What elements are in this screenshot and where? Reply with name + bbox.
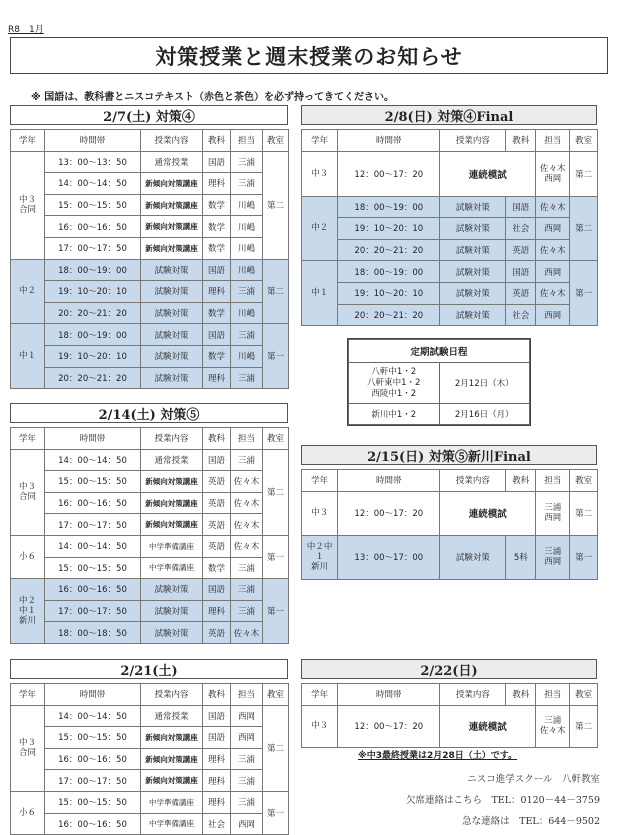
schedule-row	[11, 705, 289, 727]
grade-cell: 中３ 合同	[11, 705, 45, 791]
time-slot: 17：00～17：50	[45, 514, 141, 536]
schedule-row	[11, 622, 289, 644]
schedule-date-heading: 2/14(土) 対策⑤	[10, 403, 288, 423]
column-header: 授業内容	[141, 130, 203, 152]
subject: 5科	[506, 535, 536, 579]
teacher: 三浦	[231, 324, 263, 346]
teacher: 佐々木 西岡	[536, 151, 570, 196]
schedule-row	[11, 216, 289, 238]
subject: 国語	[203, 151, 231, 173]
schedule-row	[302, 151, 598, 196]
schedule-row	[11, 813, 289, 835]
subject: 理科	[203, 367, 231, 389]
column-header: 教科	[203, 684, 231, 706]
column-header: 教室	[263, 130, 289, 152]
teacher: 川嶋	[231, 194, 263, 216]
schedule-row	[11, 367, 289, 389]
column-header: 学年	[302, 130, 338, 152]
column-header: 時間帯	[45, 130, 141, 152]
subject: 国語	[203, 705, 231, 727]
subject: 英語	[203, 492, 231, 514]
subject: 理科	[203, 600, 231, 622]
column-header: 教室	[570, 130, 598, 152]
column-header: 学年	[11, 130, 45, 152]
time-slot: 14：00～14：50	[45, 705, 141, 727]
subject: 国語	[203, 449, 231, 471]
lesson-content: 連続模試	[440, 151, 536, 196]
teacher: 三浦	[231, 281, 263, 303]
lesson-content: 新傾向対策講座	[141, 194, 203, 216]
lesson-content: 試験対策	[440, 196, 506, 218]
lesson-content: 試験対策	[440, 304, 506, 326]
time-slot: 18：00～19：00	[338, 196, 440, 218]
lesson-content: 中学準備講座	[141, 535, 203, 557]
subject: 理科	[203, 173, 231, 195]
subject: 数学	[203, 557, 231, 579]
column-header: 担当	[231, 684, 263, 706]
time-slot: 17：00～17：50	[45, 600, 141, 622]
teacher: 川嶋	[231, 345, 263, 367]
classroom: 第一	[263, 579, 289, 644]
subject: 英語	[203, 471, 231, 493]
lesson-content: 試験対策	[141, 367, 203, 389]
lesson-content: 試験対策	[440, 535, 506, 579]
schedule-row	[302, 218, 598, 240]
time-slot: 13：00～17：00	[338, 535, 440, 579]
lesson-content: 新傾向対策講座	[141, 173, 203, 195]
schedule-row	[302, 491, 598, 535]
teacher: 佐々木	[231, 492, 263, 514]
column-header: 時間帯	[338, 130, 440, 152]
subject: 数学	[203, 302, 231, 324]
time-slot: 15：00～15：50	[45, 791, 141, 813]
subject: 英語	[203, 535, 231, 557]
teacher: 三浦	[231, 173, 263, 195]
schedule-row	[11, 302, 289, 324]
column-header: 授業内容	[440, 470, 506, 492]
column-header: 教室	[263, 428, 289, 450]
lesson-content: 試験対策	[141, 622, 203, 644]
teacher: 佐々木	[536, 239, 570, 261]
lesson-content: 新傾向対策講座	[141, 492, 203, 514]
exam-schedule-box	[347, 338, 531, 426]
column-header: 担当	[231, 428, 263, 450]
schedule-feb7	[10, 105, 288, 384]
teacher: 佐々木	[231, 622, 263, 644]
schedule-date-heading: 2/7(土) 対策④	[10, 105, 288, 125]
teacher: 三浦	[231, 791, 263, 813]
teacher: 佐々木	[231, 471, 263, 493]
schedule-row	[302, 535, 598, 579]
time-slot: 14：00～14：50	[45, 449, 141, 471]
teacher: 三浦 西岡	[536, 491, 570, 535]
subject: 社会	[506, 304, 536, 326]
teacher: 西岡	[231, 705, 263, 727]
classroom: 第一	[263, 535, 289, 578]
lesson-content: 新傾向対策講座	[141, 216, 203, 238]
subject: 国語	[506, 261, 536, 283]
lesson-content: 試験対策	[141, 324, 203, 346]
time-slot: 20：20～21：20	[45, 302, 141, 324]
time-slot: 20：20～21：20	[338, 239, 440, 261]
teacher: 三浦	[231, 367, 263, 389]
subject: 英語	[203, 622, 231, 644]
schedule-row	[11, 579, 289, 601]
schedule-date-heading: 2/22(日)	[301, 659, 597, 679]
grade-cell: 小６	[11, 535, 45, 578]
column-header: 授業内容	[141, 428, 203, 450]
time-slot: 16：00～16：50	[45, 813, 141, 835]
time-slot: 16：00～16：50	[45, 579, 141, 601]
subject: 理科	[203, 281, 231, 303]
column-header: 学年	[302, 470, 338, 492]
subject: 英語	[506, 239, 536, 261]
schedule-row	[11, 770, 289, 792]
time-slot: 19：10～20：10	[338, 218, 440, 240]
teacher: 三浦 佐々木	[536, 705, 570, 747]
classroom: 第一	[263, 324, 289, 389]
grade-cell: 中２中 １ 新川	[302, 535, 338, 579]
time-slot: 12：00～17：20	[338, 705, 440, 747]
schedule-row	[302, 239, 598, 261]
column-header: 授業内容	[440, 684, 506, 706]
classroom: 第二	[263, 705, 289, 791]
schedule-row	[11, 727, 289, 749]
teacher: 三浦 西岡	[536, 535, 570, 579]
classroom: 第二	[570, 151, 598, 196]
teacher: 川嶋	[231, 302, 263, 324]
grade-cell: 中３ 合同	[11, 449, 45, 535]
teacher: 西岡	[231, 727, 263, 749]
time-slot: 20：20～21：20	[338, 304, 440, 326]
teacher: 西岡	[536, 218, 570, 240]
teacher: 西岡	[536, 261, 570, 283]
column-header: 教室	[263, 684, 289, 706]
time-slot: 17：00～17：50	[45, 770, 141, 792]
schedule-row	[11, 194, 289, 216]
schedule-row	[11, 281, 289, 303]
time-slot: 17：00～17：50	[45, 237, 141, 259]
schedule-row	[11, 471, 289, 493]
column-header: 担当	[536, 130, 570, 152]
teacher: 三浦	[231, 579, 263, 601]
column-header: 学年	[11, 684, 45, 706]
classroom: 第二	[570, 196, 598, 261]
grade-cell: 中３	[302, 151, 338, 196]
time-slot: 16：00～16：50	[45, 492, 141, 514]
lesson-content: 通常授業	[141, 449, 203, 471]
classroom: 第二	[263, 449, 289, 535]
schedule-row	[11, 600, 289, 622]
schedule-row	[302, 261, 598, 283]
subject: 国語	[203, 259, 231, 281]
time-slot: 15：00～15：50	[45, 194, 141, 216]
lesson-content: 試験対策	[141, 281, 203, 303]
lesson-content: 試験対策	[141, 579, 203, 601]
column-header: 教室	[570, 684, 598, 706]
lesson-content: 中学準備講座	[141, 813, 203, 835]
teacher: 川嶋	[231, 216, 263, 238]
exam-schools: 八軒中1・2 八軒東中1・2 西陵中1・2	[349, 363, 440, 404]
time-slot: 12：00～17：20	[338, 151, 440, 196]
column-header: 教科	[506, 470, 536, 492]
exam-date: 2月12日（木）	[439, 363, 530, 404]
lesson-content: 新傾向対策講座	[141, 727, 203, 749]
subject: 数学	[203, 345, 231, 367]
time-slot: 19：10～20：10	[45, 281, 141, 303]
lesson-content: 試験対策	[141, 345, 203, 367]
column-header: 教科	[203, 130, 231, 152]
schedule-row	[11, 535, 289, 557]
subject: 数学	[203, 237, 231, 259]
lesson-content: 新傾向対策講座	[141, 514, 203, 536]
teacher: 三浦	[231, 600, 263, 622]
time-slot: 14：00～14：50	[45, 535, 141, 557]
schedule-row	[11, 449, 289, 471]
subject: 理科	[203, 791, 231, 813]
schedule-feb21	[10, 659, 288, 830]
subject: 国語	[506, 196, 536, 218]
column-header: 担当	[536, 684, 570, 706]
schedule-row	[302, 304, 598, 326]
time-slot: 18：00～18：50	[45, 622, 141, 644]
time-slot: 15：00～15：50	[45, 471, 141, 493]
lesson-content: 新傾向対策講座	[141, 237, 203, 259]
column-header: 時間帯	[338, 684, 440, 706]
schedule-row	[11, 345, 289, 367]
grade-cell: 小６	[11, 791, 45, 834]
lesson-content: 試験対策	[141, 302, 203, 324]
schedule-date-heading: 2/21(土)	[10, 659, 288, 679]
grade-cell: 中１	[302, 261, 338, 326]
teacher: 佐々木	[536, 282, 570, 304]
time-slot: 19：10～20：10	[45, 345, 141, 367]
grade-cell: 中３	[302, 705, 338, 747]
teacher: 西岡	[231, 813, 263, 835]
classroom: 第一	[570, 535, 598, 579]
schedule-feb14	[10, 403, 288, 639]
lesson-content: 通常授業	[141, 151, 203, 173]
document-code: R8 1月	[8, 25, 44, 35]
grade-cell: 中１	[11, 324, 45, 389]
classroom: 第二	[570, 705, 598, 747]
schedule-row	[302, 282, 598, 304]
teacher: 三浦	[231, 557, 263, 579]
column-header: 教科	[506, 130, 536, 152]
subject: 社会	[506, 218, 536, 240]
time-slot: 15：00～15：50	[45, 557, 141, 579]
schedule-row	[11, 492, 289, 514]
teacher: 西岡	[536, 304, 570, 326]
time-slot: 16：00～16：50	[45, 216, 141, 238]
time-slot: 15：00～15：50	[45, 727, 141, 749]
lesson-content: 連続模試	[440, 705, 536, 747]
time-slot: 14：00～14：50	[45, 173, 141, 195]
subject: 国語	[203, 324, 231, 346]
subject: 英語	[203, 514, 231, 536]
teacher: 三浦	[231, 449, 263, 471]
teacher: 三浦	[231, 151, 263, 173]
grade-cell: 中３ 合同	[11, 151, 45, 259]
grade-cell: 中３	[302, 491, 338, 535]
classroom: 第二	[570, 491, 598, 535]
schedule-row	[11, 791, 289, 813]
lesson-content: 試験対策	[440, 282, 506, 304]
absence-contact: 欠席連絡はこちら TEL：0120－44－3759	[405, 795, 600, 806]
lesson-content: 試験対策	[141, 259, 203, 281]
column-header: 時間帯	[45, 428, 141, 450]
schedule-date-heading: 2/15(日) 対策⑤新川Final	[301, 445, 597, 465]
schedule-feb15	[301, 445, 597, 573]
teacher: 三浦	[231, 770, 263, 792]
exam-schedule-title: 定期試験日程	[349, 340, 530, 363]
teacher: 佐々木	[231, 514, 263, 536]
schedule-feb8	[301, 105, 597, 321]
subject: 国語	[203, 579, 231, 601]
grade-cell: 中２	[11, 259, 45, 324]
schedule-row	[11, 748, 289, 770]
lesson-content: 新傾向対策講座	[141, 748, 203, 770]
classroom: 第二	[263, 151, 289, 259]
schedule-row	[11, 557, 289, 579]
final-class-note: ※中3最終授業は2月28日（土）です。	[358, 751, 518, 761]
schedule-row	[302, 705, 598, 747]
time-slot: 18：00～19：00	[338, 261, 440, 283]
textbook-note: ※ 国語は、教科書とニスコテキスト（赤色と茶色）を必ず持ってきてください。	[31, 92, 395, 103]
lesson-content: 新傾向対策講座	[141, 471, 203, 493]
column-header: 時間帯	[338, 470, 440, 492]
lesson-content: 試験対策	[440, 261, 506, 283]
subject: 国語	[203, 727, 231, 749]
time-slot: 12：00～17：20	[338, 491, 440, 535]
school-name: ニスコ進学スクール 八軒教室	[467, 774, 600, 785]
time-slot: 18：00～19：00	[45, 324, 141, 346]
page-title: 対策授業と週末授業のお知らせ	[10, 37, 608, 74]
lesson-content: 新傾向対策講座	[141, 770, 203, 792]
schedule-row	[11, 237, 289, 259]
subject: 数学	[203, 194, 231, 216]
schedule-row	[11, 514, 289, 536]
subject: 数学	[203, 216, 231, 238]
column-header: 時間帯	[45, 684, 141, 706]
subject: 理科	[203, 770, 231, 792]
column-header: 学年	[302, 684, 338, 706]
grade-cell: 中２ 中１ 新川	[11, 579, 45, 644]
lesson-content: 連続模試	[440, 491, 536, 535]
schedule-row	[11, 173, 289, 195]
teacher: 川嶋	[231, 259, 263, 281]
schedule-row	[11, 151, 289, 173]
schedule-row	[11, 324, 289, 346]
time-slot: 16：00～16：50	[45, 748, 141, 770]
teacher: 三浦	[231, 748, 263, 770]
column-header: 学年	[11, 428, 45, 450]
time-slot: 19：10～20：10	[338, 282, 440, 304]
teacher: 川嶋	[231, 237, 263, 259]
schedule-row	[11, 259, 289, 281]
classroom: 第二	[263, 259, 289, 324]
lesson-content: 試験対策	[141, 600, 203, 622]
teacher: 佐々木	[536, 196, 570, 218]
schedule-row	[302, 196, 598, 218]
column-header: 教室	[570, 470, 598, 492]
teacher: 佐々木	[231, 535, 263, 557]
subject: 理科	[203, 748, 231, 770]
classroom: 第一	[570, 261, 598, 326]
lesson-content: 通常授業	[141, 705, 203, 727]
lesson-content: 試験対策	[440, 239, 506, 261]
column-header: 担当	[536, 470, 570, 492]
column-header: 教科	[203, 428, 231, 450]
column-header: 担当	[231, 130, 263, 152]
exam-schools: 新川中1・2	[349, 404, 440, 425]
exam-date: 2月16日（月）	[439, 404, 530, 425]
column-header: 教科	[506, 684, 536, 706]
lesson-content: 試験対策	[440, 218, 506, 240]
schedule-feb22	[301, 659, 597, 737]
column-header: 授業内容	[141, 684, 203, 706]
time-slot: 20：20～21：20	[45, 367, 141, 389]
subject: 社会	[203, 813, 231, 835]
classroom: 第一	[263, 791, 289, 834]
schedule-date-heading: 2/8(日) 対策④Final	[301, 105, 597, 125]
urgent-contact: 急な連絡は TEL：644－9502	[462, 816, 600, 827]
subject: 英語	[506, 282, 536, 304]
grade-cell: 中２	[302, 196, 338, 261]
time-slot: 13：00～13：50	[45, 151, 141, 173]
lesson-content: 中学準備講座	[141, 557, 203, 579]
column-header: 授業内容	[440, 130, 506, 152]
time-slot: 18：00～19：00	[45, 259, 141, 281]
lesson-content: 中学準備講座	[141, 791, 203, 813]
